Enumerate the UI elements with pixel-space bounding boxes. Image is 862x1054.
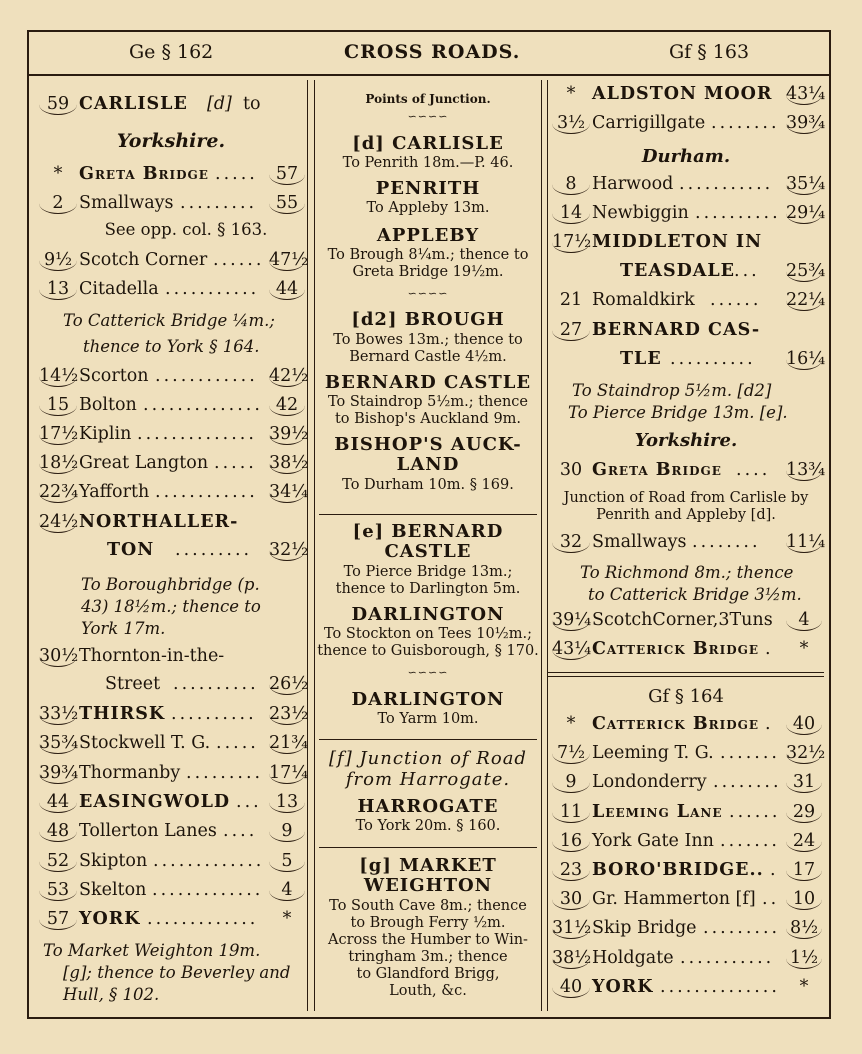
miles: 2 <box>39 193 77 214</box>
place: Romaldkirk <box>592 290 695 310</box>
miles: 3½ <box>552 113 590 134</box>
row-bernard-cont <box>548 349 824 377</box>
table-row <box>548 714 824 742</box>
distance: 23½ <box>269 704 309 724</box>
miles: 7½ <box>552 743 590 764</box>
distance: 39¾ <box>786 113 826 133</box>
place: Leeming Lane <box>592 801 723 822</box>
miles: 14 <box>552 203 590 224</box>
table-row <box>548 639 824 667</box>
distance: 17 <box>786 860 822 881</box>
row-greta <box>548 460 824 488</box>
leader-dots: ....... <box>720 743 780 764</box>
b2-sub-1a: To Bowes 13m.; thence to <box>333 332 523 348</box>
leader-dots: ... <box>236 791 262 812</box>
distance: 39½ <box>269 424 309 444</box>
table-row <box>548 772 824 800</box>
place: Citadella <box>79 279 159 299</box>
table-row <box>35 279 307 307</box>
miles: 15 <box>39 395 77 416</box>
distance: 40 <box>786 714 822 735</box>
divider <box>319 514 537 515</box>
distance: 8½ <box>786 918 822 939</box>
miles: 11 <box>552 802 590 823</box>
row-romaldkirk <box>548 290 824 318</box>
distance: 13 <box>269 792 305 813</box>
leader-dots: ........... <box>679 174 774 194</box>
b6-sub-0: To South Cave 8m.; thence <box>329 898 527 914</box>
distance: 44 <box>269 279 305 300</box>
place: Tollerton Lanes <box>79 821 217 842</box>
distance: 42½ <box>269 366 309 386</box>
note-weighton-1: To Market Weighton 19m. <box>43 941 261 960</box>
place: Catterick Bridge <box>592 714 759 734</box>
leader-dots: . <box>765 714 774 734</box>
section-ref-164: Gf § 164 <box>648 686 724 707</box>
place: Leeming T. G. <box>592 743 714 764</box>
miles: 57 <box>39 909 77 930</box>
table-row <box>35 821 307 849</box>
leader-dots: ............. <box>153 850 265 871</box>
distance: 42 <box>269 395 305 416</box>
distance: 25¾ <box>786 261 826 281</box>
place: Scorton <box>79 366 149 386</box>
leader-dots: .... <box>736 460 771 480</box>
place: Thormanby <box>79 762 181 783</box>
b6-title-1b: WEIGHTON <box>363 875 493 896</box>
miles: 32 <box>552 532 590 553</box>
miles: 9½ <box>39 250 77 271</box>
distance: 1½ <box>786 948 822 969</box>
table-row <box>548 860 824 888</box>
miles: 31½ <box>552 918 592 939</box>
leader-dots: ...... <box>213 250 265 270</box>
leader-dots: .......... <box>173 674 259 694</box>
b2-title-3a: BISHOP'S AUCK- <box>334 434 522 455</box>
b2-sub-2a: To Staindrop 5½m.; thence <box>327 394 529 410</box>
county-heading-yorkshire: Yorkshire. <box>634 430 738 451</box>
leader-dots: ...... <box>729 801 781 822</box>
place-cont: TEASDALE <box>620 261 735 281</box>
leader-dots: ... <box>734 261 760 281</box>
row-northallerton <box>35 512 307 540</box>
leader-dots: ....... <box>720 830 780 851</box>
place: Smallways <box>592 532 687 552</box>
miles: 27 <box>552 320 590 341</box>
leader-dots: ........... <box>165 279 260 299</box>
divider-wave: ∽∽∽∽ <box>407 666 449 679</box>
leader-dots: ............ <box>155 482 258 502</box>
b1-sub: To Penrith 18m.—P. 46. <box>342 155 514 171</box>
miles: 38½ <box>552 947 592 968</box>
table-row <box>548 610 824 638</box>
b2-title-3b: LAND <box>396 454 460 475</box>
miles: 43¼ <box>552 639 592 659</box>
miles: 13 <box>39 279 77 300</box>
table-row <box>35 851 307 879</box>
b2-title-2: BERNARD CASTLE <box>324 372 532 393</box>
table-row <box>35 704 307 732</box>
miles: 33½ <box>39 704 79 724</box>
distance: 26½ <box>269 674 309 694</box>
junction-heading: Points of Junction. <box>365 92 491 106</box>
middle-column <box>314 80 542 1011</box>
miles: 17½ <box>39 424 79 444</box>
route-ref: [d] <box>207 94 232 114</box>
divider <box>548 676 824 677</box>
miles: 23 <box>552 860 590 881</box>
leader-dots: .............. <box>143 395 263 415</box>
miles: 52 <box>39 851 77 872</box>
table-row <box>35 453 307 481</box>
distance: * <box>799 976 809 997</box>
note-boroughbridge-1: To Boroughbridge (p. <box>81 575 260 594</box>
place-cont: TLE <box>620 349 662 369</box>
miles: 8 <box>552 174 590 195</box>
place: Skip Bridge <box>592 918 697 939</box>
leader-dots: .......... <box>695 203 781 223</box>
b6-title-1a: [g] MARKET <box>359 855 497 876</box>
note-richmond-2: to Catterick Bridge 3½m. <box>588 585 802 604</box>
distance: 24 <box>786 831 822 852</box>
route-miles: 59 <box>39 94 77 115</box>
b2-sub-3: To Durham 10m. § 169. <box>342 477 514 493</box>
place: Yafforth <box>79 482 150 502</box>
leader-dots: ........ <box>713 772 782 793</box>
place: Smallways <box>79 193 174 213</box>
place: Harwood <box>592 174 674 194</box>
b2-sub-1b: Bernard Castle 4½m. <box>349 349 507 365</box>
distance: 43¼ <box>786 84 826 104</box>
leader-dots: ......... <box>180 193 258 213</box>
table-row <box>35 395 307 423</box>
place: Stockwell T. G. <box>79 733 211 754</box>
leader-dots: ............ <box>155 366 258 386</box>
leader-dots: ........ <box>711 113 780 133</box>
divider <box>548 672 824 673</box>
place: Bolton <box>79 395 137 415</box>
note-boroughbridge-2: 43) 18½m.; thence to <box>81 597 261 616</box>
divider-wave: ∽∽∽∽ <box>407 110 449 123</box>
place-cont: TON <box>107 540 155 560</box>
note-catterick-2: thence to York § 164. <box>83 337 260 356</box>
distance: 35¼ <box>786 174 826 194</box>
place: Kiplin <box>79 424 132 444</box>
leader-dots: ........ <box>692 532 761 552</box>
table-row <box>35 733 307 761</box>
b4-title: DARLINGTON <box>351 689 505 710</box>
miles: 39¼ <box>552 610 592 630</box>
place: Holdgate <box>592 947 674 968</box>
miles: 18½ <box>39 453 79 473</box>
see-reference: See opp. col. § 163. <box>104 220 268 239</box>
leader-dots: ........... <box>680 947 775 968</box>
table-row <box>548 802 824 830</box>
distance: * <box>799 639 809 659</box>
table-row <box>35 424 307 452</box>
place: Londonderry <box>592 772 707 793</box>
miles: 30 <box>559 460 583 480</box>
place: ALDSTON MOOR <box>592 84 773 104</box>
county-heading-durham: Durham. <box>641 146 731 167</box>
row-northallerton-cont <box>35 540 307 568</box>
table-row <box>548 889 824 917</box>
row-thornton <box>35 646 307 674</box>
b5-title-1a: [f] Junction of Road <box>329 748 527 769</box>
miles: 40 <box>552 977 590 998</box>
b1-sub-2: To Appleby 13m. <box>366 200 490 216</box>
leader-dots: .......... <box>171 704 257 724</box>
place: YORK <box>592 976 654 997</box>
b3-sub-2b: thence to Guisborough, § 170. <box>317 643 539 659</box>
miles: 16 <box>552 831 590 852</box>
leader-dots: ......... <box>186 762 264 783</box>
table-row <box>548 84 824 112</box>
place: Carrigillgate <box>592 113 706 133</box>
leader-dots: . <box>770 860 779 880</box>
miles: * <box>566 84 576 104</box>
miles: * <box>566 714 576 734</box>
table-row <box>548 977 824 1005</box>
b5-title-2: HARROGATE <box>357 796 499 817</box>
place: Skipton <box>79 850 148 871</box>
distance: 13¾ <box>786 460 826 480</box>
b3-sub-1b: thence to Darlington 5m. <box>335 581 521 597</box>
miles: 17½ <box>552 232 592 252</box>
miles: 14½ <box>39 366 79 386</box>
place-cont: Street <box>105 674 161 694</box>
b1-title-2: PENRITH <box>375 178 481 199</box>
table-row <box>35 763 307 791</box>
divider <box>319 847 537 848</box>
distance: 47½ <box>269 250 309 270</box>
b3-sub-1a: To Pierce Bridge 13m.; <box>343 564 513 580</box>
distance: 21¾ <box>269 733 309 754</box>
row-middleton <box>548 232 824 260</box>
place: Catterick Bridge <box>592 639 759 659</box>
distance: 5 <box>269 851 305 872</box>
distance: 29 <box>786 802 822 823</box>
distance: 32½ <box>269 540 309 560</box>
b1-title-3: APPLEBY <box>376 225 480 246</box>
leader-dots: ..... <box>214 453 257 473</box>
section-ref-right: Gf § 163 <box>669 41 750 63</box>
b6-sub-2: Across the Humber to Win- <box>328 932 528 948</box>
leader-dots: .............. <box>137 424 257 444</box>
b6-sub-1: to Brough Ferry ½m. <box>350 915 506 931</box>
place: Newbiggin <box>592 203 689 223</box>
left-column <box>35 80 308 1011</box>
distance: 29¼ <box>786 203 826 223</box>
b5-title-1b: from Harrogate. <box>345 769 511 790</box>
b6-sub-5: Louth, &c. <box>389 983 467 999</box>
table-row <box>35 250 307 278</box>
miles: 9 <box>552 772 590 793</box>
place: THIRSK <box>79 704 166 724</box>
route-to: to <box>243 94 261 114</box>
leader-dots: ......... <box>703 918 781 939</box>
place: MIDDLETON IN <box>592 232 763 252</box>
table-row <box>548 918 824 946</box>
place: Gr. Hammerton [f] <box>592 889 756 910</box>
page-header <box>29 32 829 76</box>
table-row <box>548 203 824 231</box>
b4-sub: To Yarm 10m. <box>377 711 479 727</box>
leader-dots: .............. <box>660 976 780 997</box>
note-staindrop: To Staindrop 5½m. [d2] <box>572 381 772 400</box>
b3-title-1a: [e] BERNARD <box>352 521 504 542</box>
row-bernard <box>548 320 824 348</box>
b6-sub-3: tringham 3m.; thence <box>348 949 508 965</box>
distance: 4 <box>786 610 822 631</box>
table-row <box>548 113 824 141</box>
note-richmond-1: To Richmond 8m.; thence <box>580 563 794 582</box>
leader-dots: ......... <box>175 540 253 560</box>
distance: 22¼ <box>786 290 826 310</box>
page-title: CROSS ROADS. <box>344 41 521 63</box>
b3-sub-2a: To Stockton on Tees 10½m.; <box>324 626 532 642</box>
distance: 10 <box>786 889 822 910</box>
table-row <box>35 482 307 510</box>
distance: 34¼ <box>269 482 309 502</box>
leader-dots: .. <box>762 889 780 910</box>
miles: 39¾ <box>39 762 79 783</box>
distance: 11¼ <box>786 532 826 552</box>
b1-sub-3a: To Brough 8¼m.; thence to <box>327 247 529 263</box>
distance: 57 <box>269 164 305 185</box>
b3-title-1b: CASTLE <box>384 541 472 562</box>
route-title <box>35 94 307 122</box>
miles: * <box>53 164 63 184</box>
row-thornton-cont <box>35 674 307 702</box>
b5-sub-2: To York 20m. § 160. <box>355 818 501 834</box>
county-heading: Yorkshire. <box>116 130 226 152</box>
miles: 30½ <box>39 646 79 666</box>
miles: 30 <box>552 889 590 910</box>
leader-dots: ..... <box>216 733 259 754</box>
table-row <box>548 948 824 976</box>
miles: 22¾ <box>39 482 79 502</box>
leader-dots: .... <box>223 821 258 842</box>
leader-dots: ..... <box>215 164 258 184</box>
distance: 38½ <box>269 453 309 473</box>
table-row <box>35 366 307 394</box>
distance: 17¼ <box>269 762 309 783</box>
b1-sub-3b: Greta Bridge 19½m. <box>352 264 504 280</box>
b6-sub-4: to Glandford Brigg, <box>356 966 500 982</box>
leader-dots: ............. <box>152 879 264 900</box>
place: EASINGWOLD <box>79 791 231 812</box>
table-row <box>35 792 307 820</box>
note-piercebridge: To Pierce Bridge 13m. [e]. <box>568 403 788 422</box>
distance: 16¼ <box>786 349 826 369</box>
note-weighton-3: Hull, § 102. <box>63 985 160 1004</box>
page <box>27 30 831 1019</box>
place: Scotch Corner <box>79 250 208 270</box>
row-middleton-cont <box>548 261 824 289</box>
b2-title: [d2] BROUGH <box>351 309 505 330</box>
note-junction-2: Penrith and Appleby [d]. <box>596 507 776 523</box>
miles: 44 <box>39 792 77 813</box>
leader-dots: .......... <box>670 349 756 369</box>
table-row <box>548 831 824 859</box>
distance: 9 <box>269 821 305 842</box>
leader-dots: ...... <box>710 290 762 310</box>
table-row <box>35 193 307 221</box>
place: BERNARD CAS- <box>592 320 761 340</box>
distance: 32½ <box>786 743 826 764</box>
row-smallways <box>548 532 824 560</box>
distance: 31 <box>786 772 822 793</box>
miles: 48 <box>39 821 77 842</box>
place: ScotchCorner,3Tuns <box>592 610 773 630</box>
place: BORO'BRIDGE.. <box>592 860 764 880</box>
b1-title: [d] CARLISLE <box>352 133 504 154</box>
section-ref-left: Ge § 162 <box>129 41 214 63</box>
place: Thornton-in-the- <box>79 646 225 666</box>
b2-sub-2b: to Bishop's Auckland 9m. <box>334 411 522 427</box>
table-row <box>35 164 307 192</box>
note-weighton-2: [g]; thence to Beverley and <box>63 963 291 982</box>
place: York Gate Inn <box>592 830 714 851</box>
miles: 35¾ <box>39 733 79 754</box>
table-row <box>548 743 824 771</box>
place: NORTHALLER- <box>79 512 239 532</box>
note-catterick-1: To Catterick Bridge ¼m.; <box>63 311 275 330</box>
distance: * <box>282 909 292 930</box>
leader-dots: . <box>765 639 774 659</box>
miles: 24½ <box>39 512 79 532</box>
table-row <box>548 174 824 202</box>
place: Great Langton <box>79 453 209 473</box>
right-column <box>547 80 824 1011</box>
miles: 21 <box>559 290 583 310</box>
note-junction-1: Junction of Road from Carlisle by <box>563 490 809 506</box>
distance: 55 <box>269 193 305 214</box>
b3-title-2: DARLINGTON <box>351 604 505 625</box>
place: Greta Bridge <box>79 164 209 184</box>
place: Greta Bridge <box>592 460 722 480</box>
note-boroughbridge-3: York 17m. <box>81 619 166 638</box>
leader-dots: ............. <box>147 909 259 930</box>
miles: 53 <box>39 880 77 901</box>
table-row <box>35 880 307 908</box>
divider <box>319 739 537 740</box>
place: YORK <box>79 909 141 930</box>
table-row <box>35 909 307 937</box>
place: Skelton <box>79 879 147 900</box>
route-name: CARLISLE <box>79 94 188 114</box>
divider-wave: ∽∽∽∽ <box>407 287 449 300</box>
distance: 4 <box>269 880 305 901</box>
